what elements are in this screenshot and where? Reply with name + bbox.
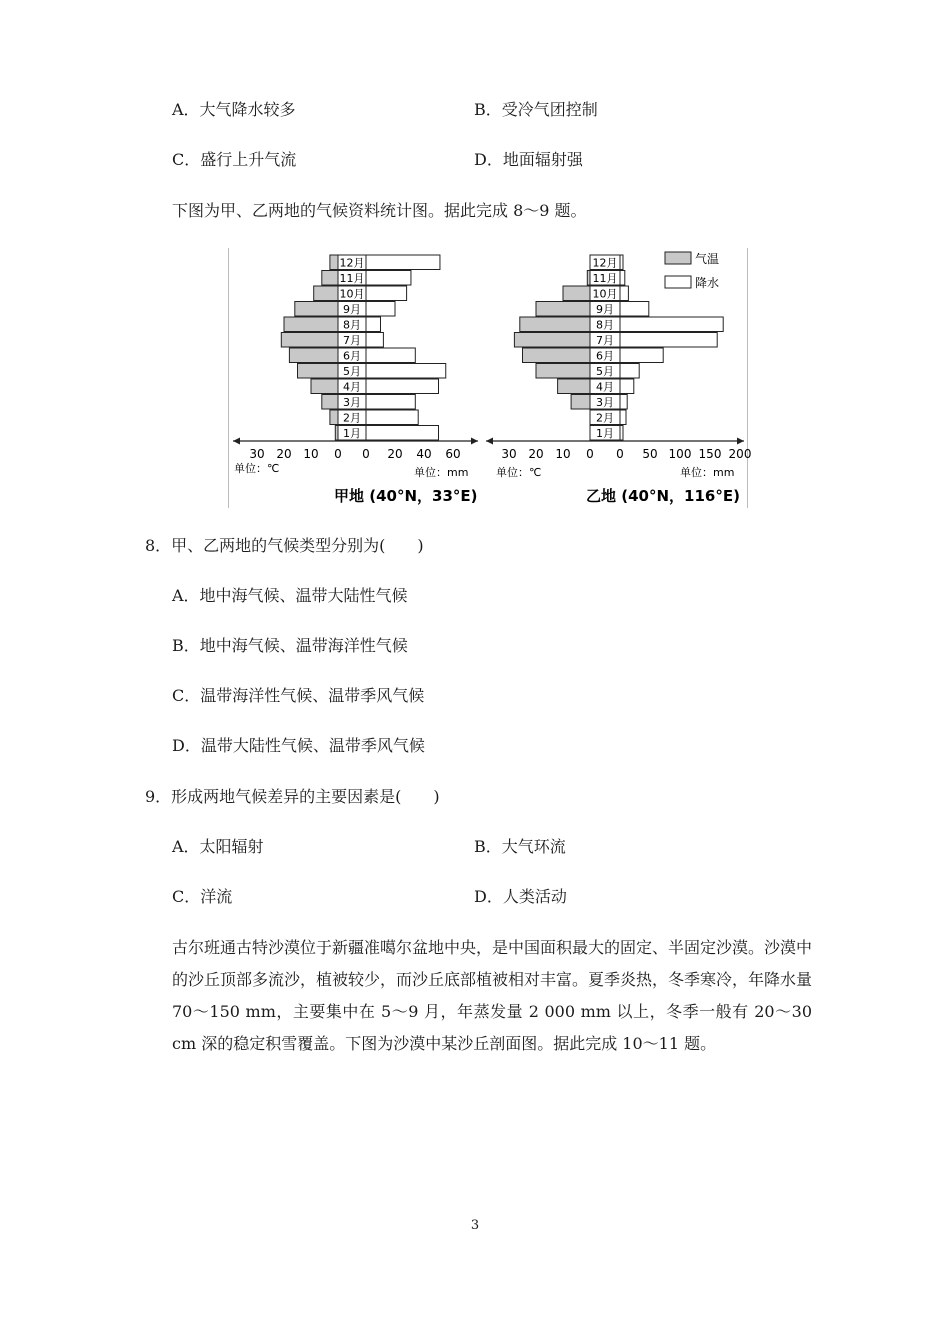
yi-month-label: 9月 (596, 303, 614, 316)
yi-precip-bar (620, 410, 626, 425)
jia-precip-bar (366, 348, 415, 363)
yi-month-label: 8月 (596, 318, 614, 332)
jia-temp-tick: 30 (249, 447, 265, 461)
jia-temp-bar (322, 395, 338, 410)
yi-month-label: 10月 (592, 287, 618, 301)
jia-precip-bar (366, 379, 439, 394)
yi-temp-bar (520, 317, 590, 332)
yi-temp-bar (514, 333, 590, 348)
yi-unit-precip: 单位：mm (680, 466, 735, 479)
yi-unit-temp: 单位：℃ (496, 466, 542, 479)
jia-temp-bar (314, 286, 338, 301)
yi-temp-bar (558, 379, 590, 394)
yi-month-label: 4月 (596, 380, 614, 394)
yi-temp-bar (571, 395, 590, 410)
yi-month-label: 7月 (596, 334, 614, 347)
yi-temp-tick: 20 (528, 447, 544, 461)
jia-month-label: 12月 (339, 256, 365, 270)
page-number: 3 (470, 1218, 480, 1233)
yi-precip-bar (620, 379, 634, 394)
jia-precip-tick: 60 (445, 447, 461, 461)
jia-axis-arrow-right (471, 438, 478, 445)
q7-option-d: D．地面辐射强 (474, 150, 583, 169)
jia-precip-bar (366, 271, 411, 286)
climate-figure (228, 248, 752, 508)
jia-month-label: 2月 (343, 411, 361, 425)
yi-month-label: 2月 (596, 411, 614, 425)
jia-precip-bar (366, 395, 415, 410)
jia-precip-bar (366, 302, 395, 317)
jia-precip-bar (366, 364, 446, 379)
q9-option-a: A．太阳辐射 (172, 837, 264, 856)
jia-month-label: 1月 (343, 427, 361, 440)
jia-month-label: 11月 (339, 272, 365, 285)
yi-temp-tick: 10 (555, 447, 571, 461)
legend-precip-swatch (665, 276, 691, 288)
jia-precip-tick: 40 (416, 447, 432, 461)
jia-precip-tick: 0 (362, 447, 370, 461)
legend-precip-label: 降水 (695, 276, 720, 290)
yi-precip-tick: 150 (698, 447, 722, 461)
yi-precip-bar (620, 364, 639, 379)
yi-month-label: 1月 (596, 427, 614, 440)
jia-temp-bar (298, 364, 339, 379)
q7-option-c: C．盛行上升气流 (172, 150, 297, 169)
jia-temp-bar (322, 271, 338, 286)
yi-month-label: 5月 (596, 365, 614, 378)
jia-temp-tick: 20 (276, 447, 292, 461)
jia-month-label: 4月 (343, 380, 361, 394)
q8-option-a: A．地中海气候、温带大陆性气候 (172, 586, 408, 605)
yi-precip-tick: 100 (668, 447, 692, 461)
yi-axis-arrow-left (486, 438, 493, 445)
q7-option-b: B．受冷气团控制 (474, 100, 598, 119)
yi-precip-bar (620, 333, 717, 348)
yi-precip-bar (620, 395, 627, 410)
jia-chart (233, 255, 478, 461)
jia-temp-bar (284, 317, 338, 332)
yi-temp-tick: 0 (586, 447, 594, 461)
jia-temp-bar (330, 410, 338, 425)
yi-title: 乙地 (40°N，116°E) (586, 487, 740, 505)
yi-precip-bar (620, 271, 625, 286)
q9-option-c: C．洋流 (172, 887, 233, 906)
jia-month-label: 8月 (343, 318, 361, 332)
q8-option-d: D．温带大陆性气候、温带季风气候 (172, 736, 425, 755)
q8-option-b: B．地中海气候、温带海洋性气候 (172, 636, 408, 655)
yi-precip-bar (620, 348, 663, 363)
jia-temp-tick: 10 (303, 447, 319, 461)
yi-temp-bar (563, 286, 590, 301)
intro-8-9: 下图为甲、乙两地的气候资料统计图。据此完成 8～9 题。 (172, 201, 587, 220)
yi-precip-bar (620, 286, 628, 301)
jia-temp-bar (295, 302, 338, 317)
q8-option-c: C．温带海洋性气候、温带季风气候 (172, 686, 425, 705)
yi-temp-bar (536, 302, 590, 317)
yi-precip-tick: 200 (728, 447, 752, 461)
jia-temp-bar (281, 333, 338, 348)
yi-month-label: 12月 (592, 256, 618, 270)
yi-temp-bar (523, 348, 591, 363)
jia-temp-tick: 0 (334, 447, 342, 461)
q9-option-b: B．大气环流 (474, 837, 566, 856)
passage-10-11: 古尔班通古特沙漠位于新疆准噶尔盆地中央，是中国面积最大的固定、半固定沙漠。沙漠中的沙丘顶部多流沙，植被较少，而沙丘底部植被相对丰富。夏季炎热，冬季寒冷，年降水量 70～150 mm，主要集中在 5～9 月，年蒸发量 2 000 mm 以上，冬季一般有 20～30 cm 深的稳定积雪覆盖。下图为沙漠中某沙丘剖面图。据此完成 10～11 题。 (172, 938, 813, 1053)
yi-month-label: 11月 (592, 272, 618, 285)
jia-unit-temp: 单位：℃ (234, 462, 280, 475)
jia-temp-bar (311, 379, 338, 394)
yi-month-label: 6月 (596, 349, 614, 363)
jia-precip-bar (366, 410, 418, 425)
q9-option-d: D．人类活动 (474, 887, 567, 906)
jia-axis-arrow-left (233, 438, 240, 445)
jia-month-label: 3月 (343, 396, 361, 409)
jia-precip-bar (366, 286, 407, 301)
jia-precip-bar (366, 333, 383, 348)
yi-precip-tick: 0 (616, 447, 624, 461)
yi-temp-bar (536, 364, 590, 379)
jia-temp-bar (289, 348, 338, 363)
yi-temp-tick: 30 (501, 447, 517, 461)
jia-precip-bar (366, 255, 440, 270)
jia-month-label: 10月 (339, 287, 365, 301)
yi-axis-arrow-right (737, 438, 744, 445)
yi-precip-tick: 50 (642, 447, 658, 461)
jia-unit-precip: 单位：mm (414, 466, 469, 479)
jia-month-label: 9月 (343, 303, 361, 316)
jia-precip-bar (366, 426, 439, 441)
q7-option-a: A．大气降水较多 (172, 100, 296, 119)
jia-month-label: 5月 (343, 365, 361, 378)
q9-stem: 9．形成两地气候差异的主要因素是( ) (145, 787, 440, 806)
yi-precip-bar (620, 302, 649, 317)
jia-month-label: 6月 (343, 349, 361, 363)
jia-month-label: 7月 (343, 334, 361, 347)
yi-month-label: 3月 (596, 396, 614, 409)
jia-title: 甲地 (40°N，33°E) (334, 487, 478, 505)
legend-temp-swatch (665, 252, 691, 264)
q8-stem: 8．甲、乙两地的气候类型分别为( ) (145, 536, 424, 555)
jia-temp-bar (330, 255, 338, 270)
legend-temp-label: 气温 (695, 252, 720, 266)
jia-precip-bar (366, 317, 381, 332)
yi-precip-bar (620, 317, 723, 332)
jia-precip-tick: 20 (387, 447, 403, 461)
